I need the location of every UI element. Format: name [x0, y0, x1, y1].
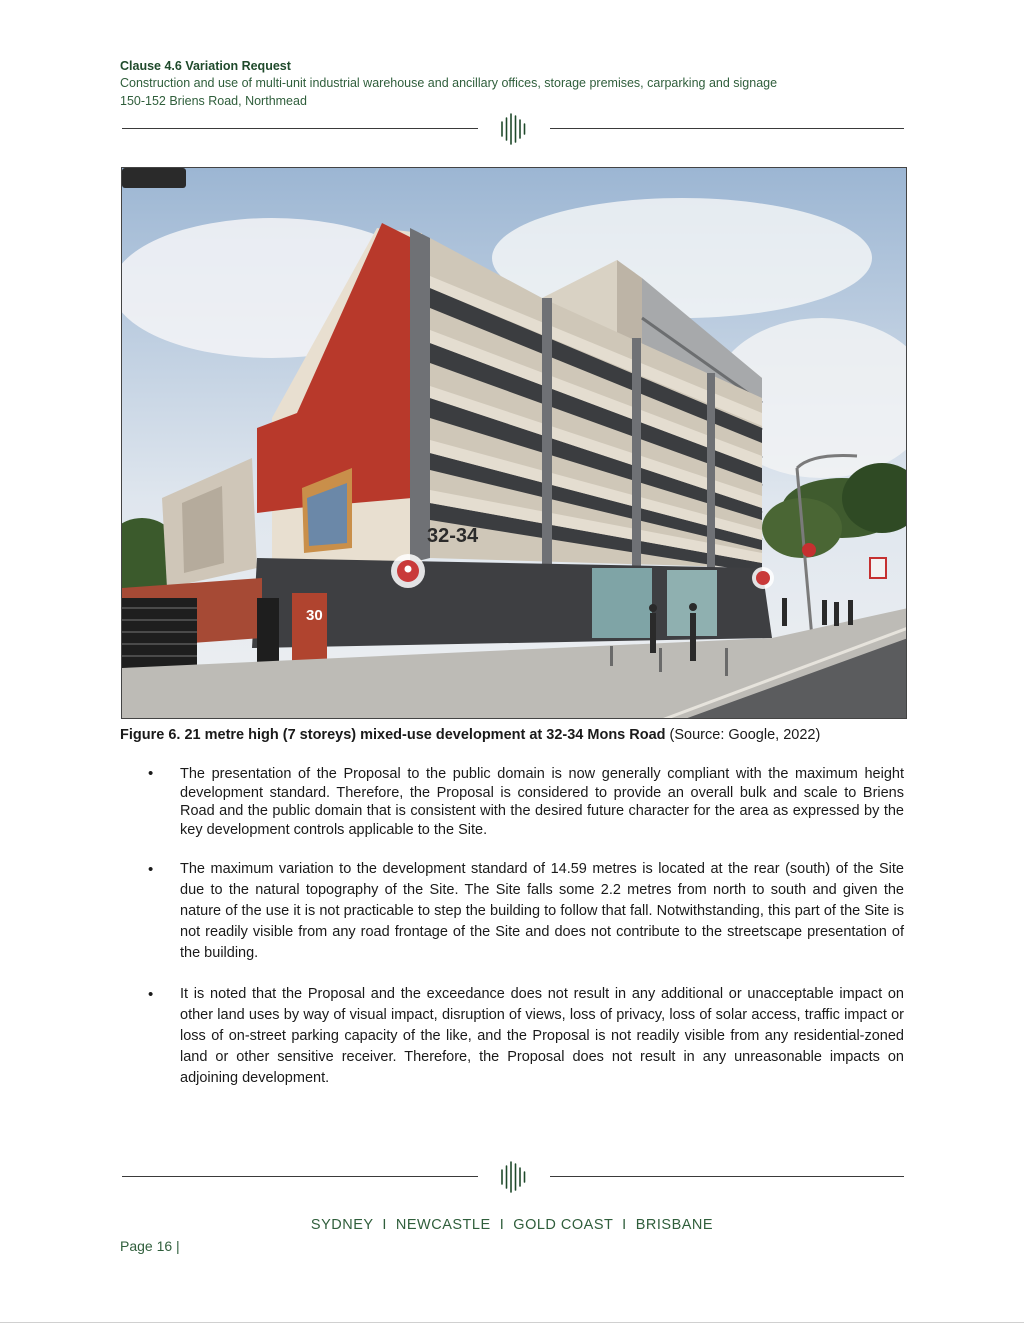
divider-rule-right: [550, 1176, 904, 1177]
caption-source: (Source: Google, 2022): [669, 727, 821, 743]
page-edge: [0, 1322, 1024, 1323]
bullet-list: [148, 765, 904, 1109]
map-pin-icon: [752, 567, 774, 589]
page-number: Page 16 |: [120, 1238, 180, 1254]
divider-rule-left: [122, 128, 478, 129]
building-photo: [122, 168, 907, 719]
logo-bars-icon: [498, 1160, 528, 1194]
map-pin-icon: [391, 554, 425, 588]
header-title: Clause 4.6 Variation Request: [120, 59, 291, 73]
bullet-item: [148, 765, 904, 839]
footer-cities: SYDNEY I NEWCASTLE I GOLD COAST I BRISBANE: [310, 1217, 714, 1233]
no-entry-sign: [802, 543, 816, 557]
bullet-text: It is noted that the Proposal and the exceedance does not result in any additional or unacceptable impact on other land uses by way of visual impact, disruption of views, loss of privacy, loss of solar access, traffic impact or loss of on-street parking capacity of the like, and the Proposal is not readily visible from any residential-zoned land or other sensitive receiver. Therefore, the Proposal does not result in any unreasonable impacts on adjoining development.: [180, 986, 904, 1086]
bullet-dot: •: [148, 765, 154, 782]
logo-bars-icon: [498, 112, 528, 146]
figure-caption: [120, 725, 820, 745]
bullet-dot: •: [148, 861, 154, 878]
street-sign: [870, 558, 886, 578]
bullet-dot: •: [148, 986, 154, 1003]
building-number-sign: 32-34: [427, 525, 479, 547]
caption-title: Figure 6. 21 metre high (7 storeys) mixed-use development at 32-34 Mons Road: [120, 727, 666, 743]
photo-corner-tab: [122, 168, 186, 188]
bullet-text: The maximum variation to the development standard of 14.59 metres is located at the rear (south) of the Site due to the natural topography of the Site. The Site falls some 2.2 metres from north to south and given the nature of the use it is not practicable to step the building to follow that fall. Notwithstanding, this part of the Site is not readily visible from any road frontage of the Site and does not contribute to the streetscape presentation of the building.: [180, 861, 904, 961]
header-subtitle: Construction and use of multi-unit industrial warehouse and ancillary offices, storage premises, carparking and signage: [120, 76, 778, 90]
footer-divider: [122, 1160, 904, 1194]
divider-rule-left: [122, 1176, 478, 1177]
header-address: 150-152 Briens Road, Northmead: [120, 94, 307, 108]
document-header: [120, 58, 910, 110]
bullet-item: [148, 859, 904, 964]
divider-rule-right: [550, 128, 904, 129]
header-divider: [122, 112, 904, 146]
fence-number-sign: 30: [306, 607, 323, 624]
bullet-text: The presentation of the Proposal to the public domain is now generally compliant with the maximum height development standard. Therefore, the Proposal is considered to provide an overall bulk and scale to Briens Road and the public domain that is consistent with the desired future character for the area as expressed by the key development controls applicable to the Site.: [180, 766, 904, 838]
figure-photo: [121, 167, 907, 719]
bullet-item: [148, 984, 904, 1089]
